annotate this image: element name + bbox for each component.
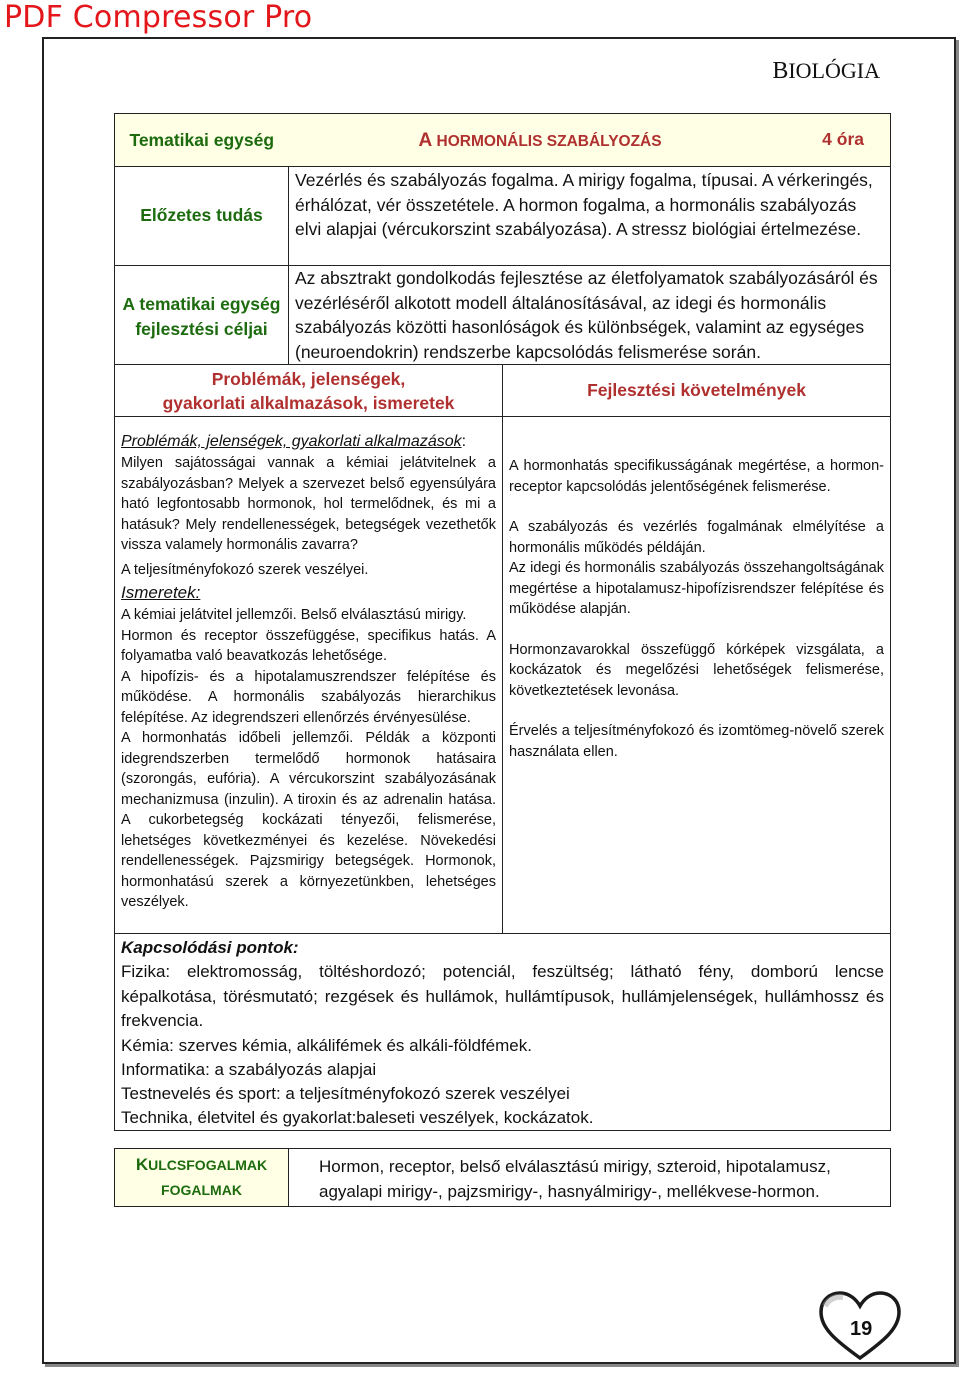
- header-label-cell: [115, 114, 289, 167]
- requirement-5: Érvelés a teljesítményfokozó és izomtömeg-növelő szerek használata ellen.: [509, 723, 884, 760]
- goals-label: A tematikai egység fejlesztési céljai: [122, 293, 281, 339]
- knowledge-text: A kémiai jelátvitel jellemzői. Belső elválasztású mirigy.: [121, 607, 467, 623]
- column-heading-row: [115, 365, 891, 417]
- key-terms-label-line2: FOGALMAK: [161, 1181, 242, 1198]
- prior-text: Vezérlés és szabályozás fogalma. A mirigy fogalma, típusai. A vérkeringés, érhálózat, vér összetétele. A hormon fogalma, a hormonális szabályozás elvi alapjai (vércukorszint szabályozása). A stressz biológiai értelmezése.: [289, 167, 891, 266]
- connections-technology: Technika, életvitel és gyakorlat:baleseti veszélyek, kockázatok.: [121, 1107, 594, 1127]
- key-terms-rest: ULCSFOGALMAK: [148, 1156, 268, 1173]
- prior-label-cell: [115, 167, 289, 266]
- header-title-initial: A: [418, 130, 433, 151]
- connections-pe: Testnevelés és sport: a teljesítményfokozó szerek veszélyei: [121, 1083, 570, 1103]
- key-terms-text: Hormon, receptor, belső elválasztású mirigy, szteroid, hipotalamusz, agyalapi mirigy-, pajzsmirigy-, hasnyálmirigy-, mellékvese-hormon.: [289, 1148, 891, 1206]
- left-heading-line1: Problémák, jelenségek,: [211, 368, 406, 389]
- requirement-1: A hormonhatás specifikusságának megértése, a hormon-receptor kapcsolódás jelentőségének felismerése.: [509, 458, 884, 495]
- connections-informatics: Informatika: a szabályozás alapjai: [121, 1059, 377, 1079]
- header-title: [419, 130, 662, 152]
- problems-heading-line: [121, 431, 496, 453]
- problems-text: Milyen sajátosságai vannak a kémiai jelátvitelnek a szabályozásban? Melyek a szervezet belső egyensúlyára ható legfontosabb hormonok, hol termelődnek, és mi a hatásuk? Mely rendellenességek, betegségek vezethetők vissza valamely hormonális zavarra?: [121, 455, 496, 553]
- right-content-cell: [503, 417, 891, 934]
- prior-label: Előzetes tudás: [140, 204, 263, 225]
- page-number: 19: [850, 1318, 873, 1340]
- connections-row: [115, 934, 891, 1131]
- subject-title: [772, 58, 880, 85]
- header-title-cell: [289, 114, 891, 167]
- header-label: Tematikai egység: [129, 129, 275, 150]
- knowledge-text-4: A hormonhatás időbeli jellemzői. Példák a központi idegrendszerben termelődő hormonok hatásaira (szorongás, eufória). A vércukorszint szabályozásának mechanizmusa (inzulin). A tiroxin és az adrenalin hatása. A cukorbetegség kockázati tényezői, felismerése, lehetséges következményei és kezelése. Növekedési rendellenességek. Pajzsmirigy betegségek. Hormonok, hormonhatású szerek a környezetünkben, lehetséges veszélyek.: [121, 730, 496, 910]
- problems-colon: :: [461, 433, 467, 450]
- goals-text: Az absztrakt gondolkodás fejlesztése az életfolyamatok szabályozásáról és vezérléséről alkotott modell általánosításával, az idegi és hormonális szabályozás közötti hasonlóságok és különbségek, valamint az egységes (neuroendokrin) rendszerbe kapcsolódás felismerése során.: [289, 266, 891, 365]
- header-hours: 4 óra: [822, 129, 864, 149]
- knowledge-text-3: A hipofízis- és a hipotalamuszrendszer felépítése és működése. A hormonális szabályozás hierarchikus felépítése. Az idegrendszeri ellenőrzés érvényesülése.: [121, 668, 496, 726]
- key-terms-row: [115, 1148, 891, 1206]
- right-column-heading: Fejlesztési követelmények: [587, 380, 806, 400]
- key-terms-label-cell: [115, 1148, 289, 1206]
- connections-chemistry: Kémia: szerves kémia, alkálifémek és alkáli-földfémek.: [121, 1035, 532, 1055]
- watermark-text: PDF Compressor Pro: [4, 0, 313, 35]
- connections-heading: Kapcsolódási pontok:: [121, 938, 299, 957]
- requirement-4: Hormonzavarokkal összefüggő kórképek vizsgálata, a kockázatok és megelőzési lehetőségek felismerése, következtetések levonása.: [509, 641, 884, 699]
- problems-text-2: A teljesítményfokozó szerek veszélyei.: [121, 561, 369, 578]
- requirement-3: Az idegi és hormonális szabályozás összehangoltságának megértése a hipotalamusz-hipofízisrendszer felépítése és működése alapján.: [509, 560, 884, 617]
- header-row: [115, 114, 891, 167]
- left-heading-line2: gyakorlati alkalmazások, ismeretek: [162, 392, 455, 413]
- key-terms-label-line1: [116, 1153, 287, 1178]
- left-content-cell: [115, 417, 503, 934]
- subject-initial: B: [772, 58, 789, 84]
- goals-label-cell: [115, 266, 289, 365]
- requirement-2: A szabályozás és vezérlés fogalmának elmélyítése a hormonális működés példáján.: [509, 519, 884, 556]
- prior-knowledge-row: [115, 167, 891, 266]
- header-title-rest: HORMONÁLIS SZABÁLYOZÁS: [432, 133, 662, 150]
- content-row: [115, 417, 891, 934]
- key-terms-initial: K: [135, 1154, 149, 1174]
- problems-heading: Problémák, jelenségek, gyakorlati alkalmazások: [121, 433, 462, 450]
- spacer-row: [115, 1130, 891, 1148]
- connections-cell: [115, 934, 891, 1131]
- connections-physics: Fizika: elektromosság, töltéshordozó; potenciál, feszültség; látható fény, domború lencse képalkotása, törésmutató; rezgések és hullámok, hullámtípusok, hullámjelenségek, hullámhossz és frekvencia.: [121, 962, 884, 1030]
- knowledge-heading: Ismeretek:: [121, 583, 201, 602]
- curriculum-table: [114, 113, 891, 1207]
- knowledge-text-2: Hormon és receptor összefüggése, specifikus hatás. A folyamatba való beavatkozás lehetősége.: [121, 627, 496, 664]
- right-column-heading-cell: [503, 365, 891, 417]
- left-column-heading: [115, 365, 503, 417]
- subject-rest: IOLÓGIA: [788, 58, 880, 83]
- goals-row: [115, 266, 891, 365]
